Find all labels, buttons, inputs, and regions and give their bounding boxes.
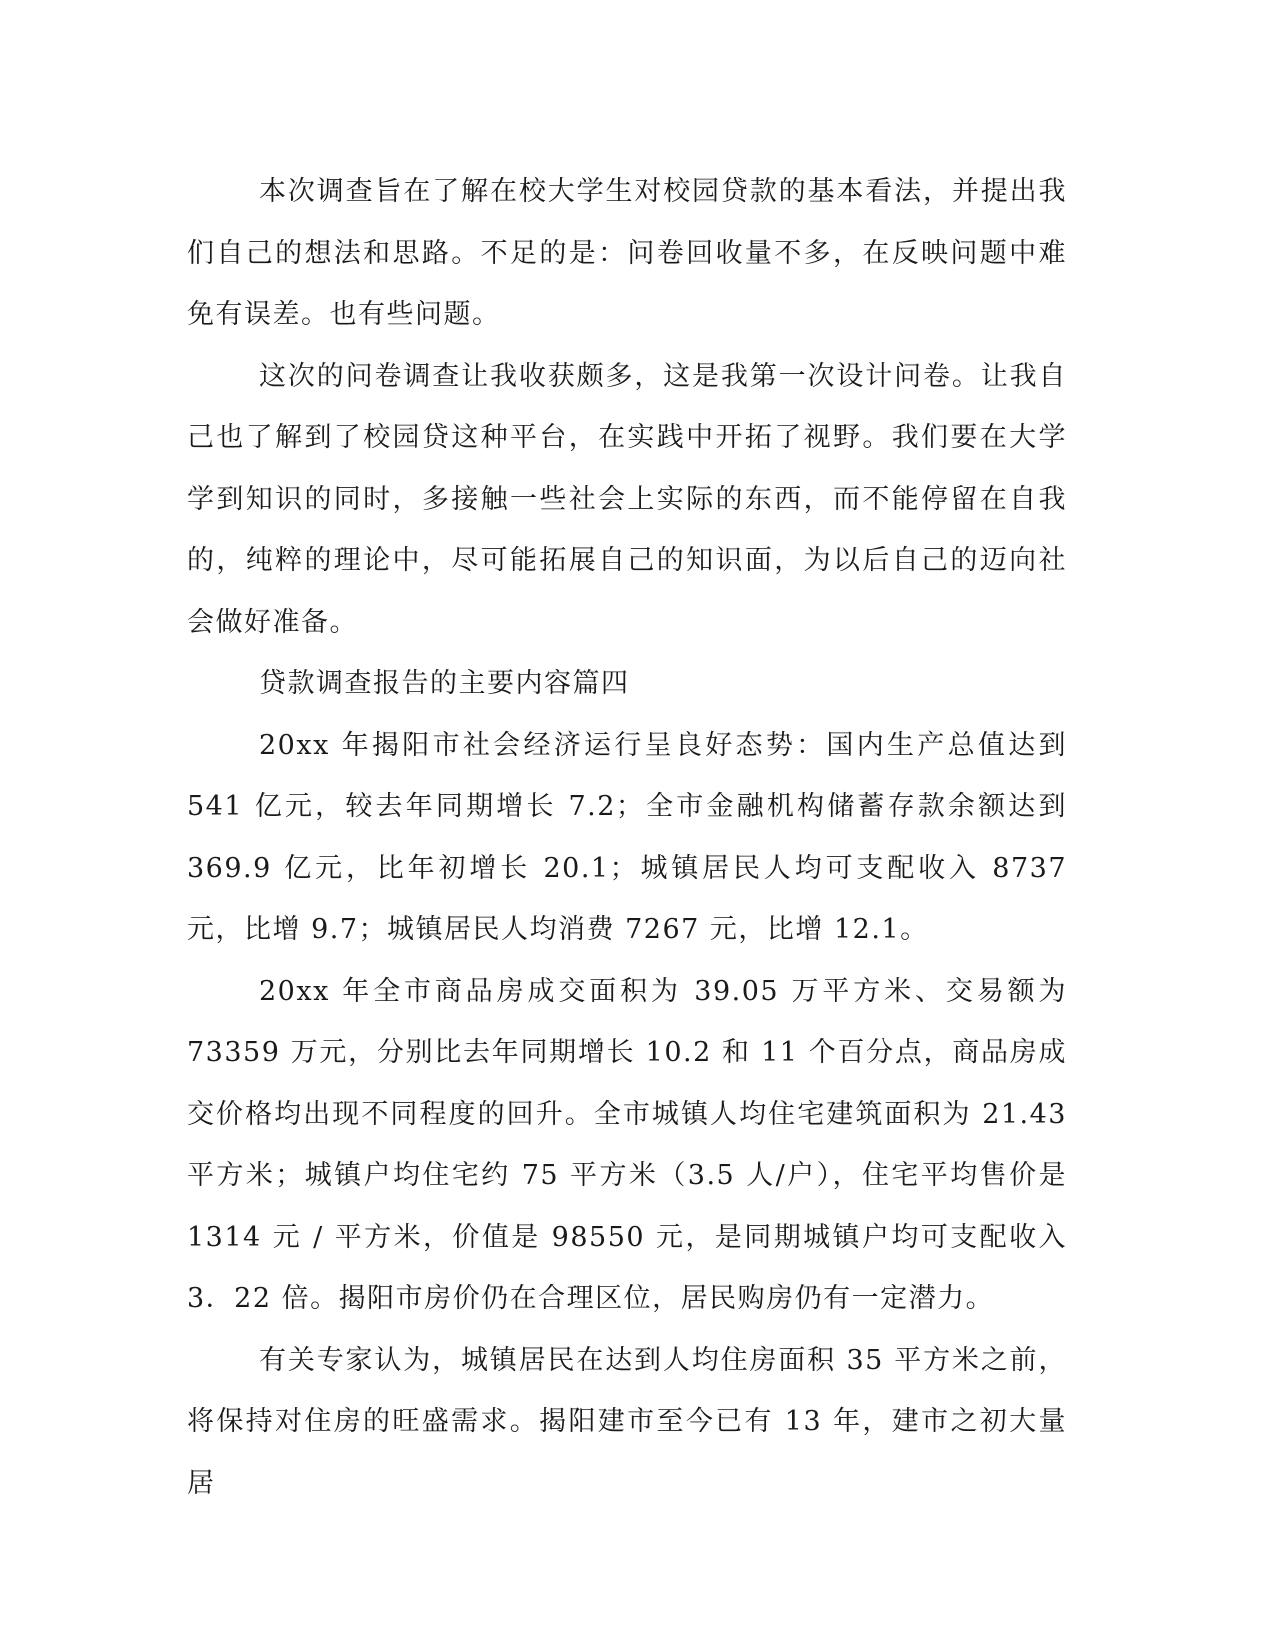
- paragraph-economy-overview: 20xx 年揭阳市社会经济运行呈良好态势：国内生产总值达到 541 亿元，较去年同期增长 7.2；全市金融机构储蓄存款余额达到 369.9 亿元，比年初增长 20.1；城镇居民人均可支配收入 8737 元，比增 9.7；城镇居民人均消费 7267 元，比增 12.1。: [187, 729, 1067, 945]
- paragraph-survey-reflection: 这次的问卷调查让我收获颇多，这是我第一次设计问卷。让我自己也了解到了校园贷这种平台，在实践中开拓了视野。我们要在大学学到知识的同时，多接触一些社会上实际的东西，而不能停留在自我的，纯粹的理论中，尽可能拓展自己的知识面，为以后自己的迈向社会做好准备。: [187, 360, 1067, 638]
- document-body: [187, 161, 1067, 1514]
- paragraph-housing-market: 20xx 年全市商品房成交面积为 39.05 万平方米、交易额为 73359 万元，分别比去年同期增长 10.2 和 11 个百分点，商品房成交价格均出现不同程度的回升。全市城镇人均住宅建筑面积为 21.43 平方米；城镇户均住宅约 75 平方米（3.5 人/户），住宅平均售价是 1314 元 / 平方米，价值是 98550 元，是同期城镇户均可支配收入 3．22 倍。揭阳市房价仍在合理区位，居民购房仍有一定潜力。: [187, 975, 1067, 1314]
- section-heading: 贷款调查报告的主要内容篇四: [259, 668, 630, 699]
- paragraph-expert-opinion: 有关专家认为，城镇居民在达到人均住房面积 35 平方米之前，将保持对住房的旺盛需求。揭阳建市至今已有 13 年，建市之初大量居: [187, 1344, 1067, 1499]
- paragraph-survey-purpose: 本次调查旨在了解在校大学生对校园贷款的基本看法，并提出我们自己的想法和思路。不足的是：问卷回收量不多，在反映问题中难免有误差。也有些问题。: [187, 176, 1067, 330]
